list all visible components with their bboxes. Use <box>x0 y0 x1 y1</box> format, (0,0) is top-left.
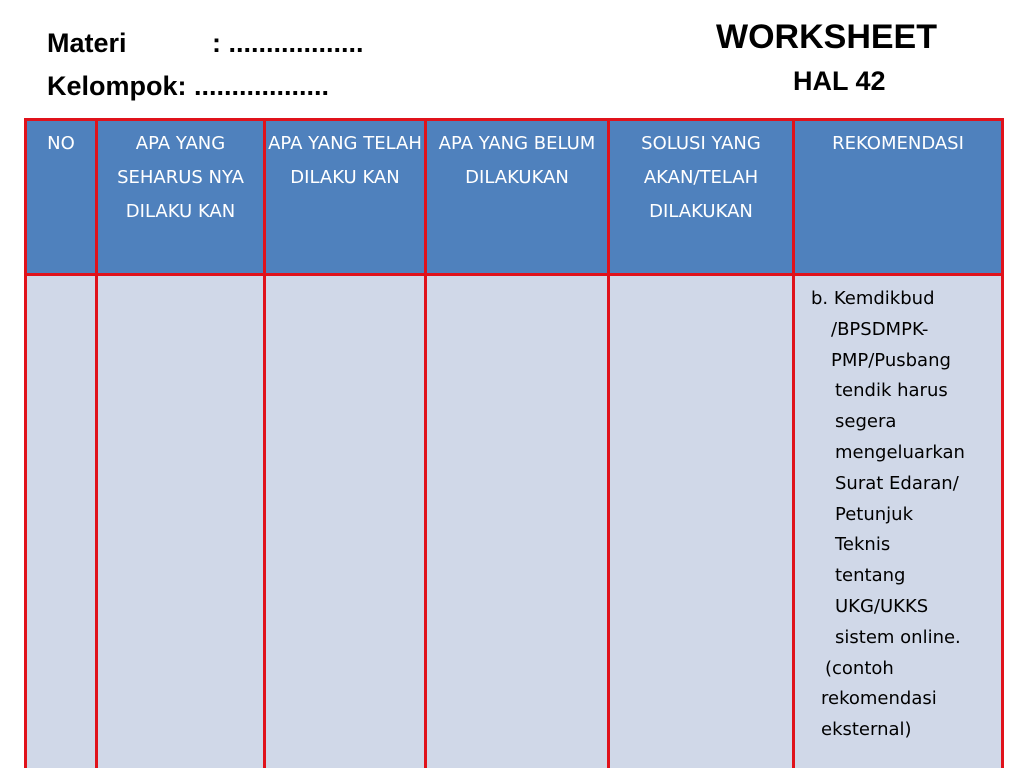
rekom-line: Surat Edaran/ <box>835 472 959 494</box>
kelompok-label: Kelompok <box>47 71 178 101</box>
rekom-line: eksternal) <box>821 719 912 741</box>
rekom-line: mengeluarkan <box>835 441 965 463</box>
col-header-telah: APA YANG TELAH DILAKU KAN <box>265 120 426 275</box>
worksheet-title: WORKSHEET <box>716 18 937 56</box>
kelompok-line <box>47 73 329 100</box>
rekom-line: sistem online. <box>835 626 961 648</box>
rekom-line: PMP/Pusbang <box>831 349 951 371</box>
col-header-no: NO <box>26 120 97 275</box>
col-header-seharusnya: APA YANG SEHARUS NYA DILAKU KAN <box>97 120 265 275</box>
rekom-line: /BPSDMPK- <box>831 318 929 340</box>
col-header-solusi: SOLUSI YANG AKAN/TELAH DILAKUKAN <box>609 120 794 275</box>
rekom-line: rekomendasi <box>821 688 937 710</box>
cell-rekomendasi[interactable] <box>794 275 1003 768</box>
materi-value: : .................. <box>212 28 364 58</box>
rekom-line: (contoh <box>825 657 894 679</box>
rekom-line: tentang <box>835 565 906 587</box>
cell-belum[interactable] <box>426 275 609 768</box>
kelompok-value: : .................. <box>177 71 330 101</box>
rekom-line: b. Kemdikbud <box>811 288 935 309</box>
page-subtitle: HAL 42 <box>793 66 886 96</box>
cell-telah[interactable] <box>265 275 426 768</box>
table-row <box>26 275 1003 768</box>
table-header-row <box>26 120 1003 275</box>
rekom-line: tendik harus <box>835 380 948 402</box>
cell-no[interactable] <box>26 275 97 768</box>
rekom-line: UKG/UKKS <box>835 595 929 617</box>
materi-line <box>47 30 364 57</box>
rekom-line: segera <box>835 411 897 433</box>
worksheet-table <box>24 118 1004 768</box>
col-header-belum: APA YANG BELUM DILAKUKAN <box>426 120 609 275</box>
col-header-rekomendasi: REKOMENDASI <box>794 120 1003 275</box>
materi-label: Materi <box>47 28 127 58</box>
cell-seharusnya[interactable] <box>97 275 265 768</box>
cell-solusi[interactable] <box>609 275 794 768</box>
rekom-line: Teknis <box>835 534 891 556</box>
rekomendasi-text <box>795 276 1001 746</box>
rekom-line: Petunjuk <box>835 503 913 525</box>
